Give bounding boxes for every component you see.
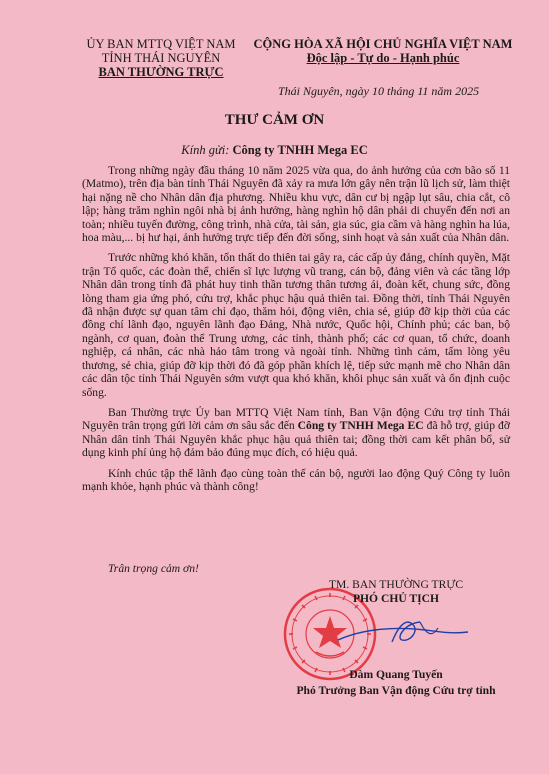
- paragraph-1: Trong những ngày đầu tháng 10 năm 2025 vừa qua, do ảnh hưởng của cơn bão số 11 (Matmo), trên địa bàn tỉnh Thái Nguyên đã xảy ra mưa lớn gây nên trận lũ lịch sử, làm thiệt hại nặng nề cho Nhân dân địa phương. Nhiều khu vực, dân cư bị ngập lụt sâu, chia cắt, cô lập; hàng trăm nghìn ngôi nhà bị ảnh hưởng, hàng nghìn hộ dân phải di chuyển đến nơi an toàn; nhiều tuyến đường, công trình, nhà cửa, tài sản, gia súc, gia cầm và hàng nghìn ha lúa, hoa màu,... bị hư hại, ảnh hưởng trực tiếp đến đời sống, sinh hoạt và sản xuất của Nhân dân.: [82, 164, 510, 245]
- signer-title: Phó Trưởng Ban Vận động Cứu trợ tỉnh: [296, 684, 496, 697]
- issuer-header: [70, 37, 252, 79]
- signer-name: Đàm Quang Tuyến: [349, 668, 443, 681]
- issuer-line-2: TỈNH THÁI NGUYÊN: [101, 51, 221, 65]
- paragraph-3-start: Ban Thường trực Ủy ban MTTQ Việt Nam tỉnh, Ban Vận động Cứu trợ tỉnh Thái Nguyên trân trọng gửi lời cảm ơn sâu sắc đến: [82, 405, 510, 433]
- signature-block: [278, 578, 514, 605]
- closing-line: Trân trọng cảm ơn!: [108, 562, 199, 575]
- paragraph-3-company: Công ty TNHH Mega EC: [297, 419, 424, 433]
- issuer-line-3: BAN THƯỜNG TRỰC: [98, 65, 224, 79]
- paragraph-2: Trước những khó khăn, tổn thất do thiên tai gây ra, các cấp ủy đảng, chính quyền, Mặt trận Tổ quốc, các đoàn thể, chiến sĩ lực lượng vũ trang, cán bộ, đảng viên và các tầng lớp Nhân dân trong tỉnh đã phát huy tinh thần tương thân tương ái, đoàn kết, chung sức, đồng lòng tham gia ứng phó, cứu trợ, khắc phục hậu quả thiên tai. Đồng thời, tỉnh Thái Nguyên đã nhận được sự quan tâm chỉ đạo, thăm hỏi, động viên, chia sẻ, giúp đỡ kịp thời của các đồng chí lãnh đạo, nguyên lãnh đạo Đảng, Nhà nước, Quốc hội, Chính phủ; các ban, bộ ngành, cơ quan, đoàn thể Trung ương, các tỉnh, thành phố; các cơ quan, tổ chức, doanh nghiệp, cá nhân, các nhà hảo tâm trong và ngoài tỉnh. Những tình cảm, tấm lòng yêu thương, sẻ chia, giúp đỡ kịp thời đó đã góp phần khích lệ, tiếp sức mạnh mẽ cho Nhân dân các dân tộc tỉnh Thái Nguyên sớm vượt qua khó khăn, khôi phục sản xuất và ổn định cuộc sống.: [82, 251, 510, 399]
- paragraph-3: [82, 406, 510, 460]
- recipient-name: Công ty TNHH Mega EC: [232, 143, 368, 157]
- national-header: [252, 37, 514, 65]
- national-motto: Độc lập - Tự do - Hạnh phúc: [306, 51, 460, 65]
- recipient-label: Kính gửi:: [181, 143, 230, 157]
- paragraph-4: Kính chúc tập thể lãnh đạo cùng toàn thể cán bộ, người lao động Quý Công ty luôn mạnh khỏe, hạnh phúc và thành công!: [82, 466, 510, 493]
- issuer-line-1: ỦY BAN MTTQ VIỆT NAM: [86, 37, 236, 51]
- date-line: Thái Nguyên, ngày 10 tháng 11 năm 2025: [278, 84, 480, 98]
- handwritten-signature: [330, 612, 480, 652]
- letter-body: [82, 164, 510, 500]
- national-name: CỘNG HÒA XÃ HỘI CHỦ NGHĨA VIỆT NAM: [253, 37, 513, 51]
- signer-position: PHÓ CHỦ TỊCH: [352, 591, 440, 605]
- recipient-line: [0, 143, 549, 158]
- paragraph-3-end: đã hỗ trợ, giúp đỡ Nhân dân tỉnh Thái Nguyên khắc phục hậu quả thiên tai; đồng thời cam kết phân bổ, sử dụng kinh phí ủng hộ đảm bảo đúng mục đích, có hiệu quả.: [82, 419, 510, 460]
- signer-authority: TM. BAN THƯỜNG TRỰC: [328, 578, 464, 591]
- document-title: THƯ CẢM ƠN: [224, 112, 325, 128]
